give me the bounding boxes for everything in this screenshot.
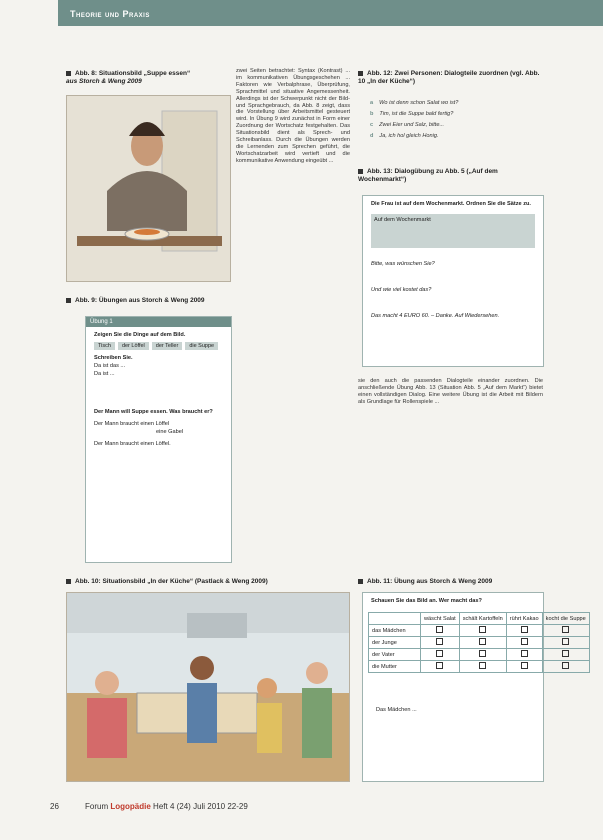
- checkbox[interactable]: [521, 638, 528, 645]
- exercise-heading: Schauen Sie das Bild an. Wer macht das?: [371, 598, 482, 604]
- caption-abb8: Abb. 8: Situationsbild „Suppe essen“ aus Storch & Weng 2009: [66, 70, 191, 85]
- caption-abb9: Abb. 9: Übungen aus Storch & Weng 2009: [66, 297, 236, 305]
- table-row: das Mädchen: [369, 625, 590, 637]
- word-chip: der Löffel: [118, 342, 149, 350]
- checkbox[interactable]: [521, 626, 528, 633]
- checkbox[interactable]: [436, 650, 443, 657]
- word-chip: Tisch: [94, 342, 115, 350]
- exercise-heading: Die Frau ist auf dem Wochenmarkt. Ordnen Sie die Sätze zu.: [371, 201, 531, 207]
- list-item: b Tim, ist die Suppe bald fertig?: [370, 111, 454, 117]
- dialog-line: Bitte, was wünschen Sie?: [371, 261, 435, 267]
- answer-line: Das Mädchen ...: [376, 707, 417, 713]
- figure-kitchen: [66, 592, 350, 782]
- middle-column-text: zwei Seiten betrachtet: Syntax (Kontrast) ... im kommunikativen Übungsgeschehen ... Faktoren wie Verbalphrase, Überprüfung, Sprachmittel und situative Angemessenheit. Allerdings ist der Schwerpunkt nicht der Bild- und Sprachgebrauch, da Abb. 8 zeigt, dass die Vorstellung über Arbeitsmittel gesteuert wird. In Übung 9 wird zunächst in Form einer Zuordnung der Wortschatz festgehalten. Das Situationsbild dient als Sprech- und Schreibanlass. Durch die Übungen werden die Lernenden zum Sprechen geführt, die Wortschatzarbeit wird vertieft und die kommunikative Anwendung eingeübt ...: [236, 68, 350, 164]
- checkbox[interactable]: [562, 626, 569, 633]
- checkbox[interactable]: [562, 638, 569, 645]
- footer-magazine: Forum Logopädie Heft 4 (24) Juli 2010 22-29: [85, 802, 248, 811]
- checkbox[interactable]: [521, 662, 528, 669]
- answer-line: Da ist das ...: [94, 363, 126, 369]
- checkbox[interactable]: [521, 650, 528, 657]
- dialog-line: Und wie viel kostet das?: [371, 287, 432, 293]
- word-chip: die Suppe: [185, 342, 218, 350]
- exercise-item: Der Mann braucht einen Löffel.: [94, 441, 171, 447]
- caption-abb12: Abb. 12: Zwei Personen: Dialogteile zuordnen (vgl. Abb. 10 „In der Küche“): [358, 70, 540, 85]
- table-header: schält Kartoffeln: [459, 613, 506, 625]
- list-item: d Ja, ich hol gleich Honig.: [370, 133, 439, 139]
- figure-man-eating-soup: [66, 95, 231, 282]
- checkbox[interactable]: [436, 626, 443, 633]
- checkbox[interactable]: [479, 650, 486, 657]
- list-item: c Zwei Eier und Salz, bitte...: [370, 122, 445, 128]
- exercise-prompt: Schreiben Sie.: [94, 355, 133, 361]
- page-section-title: Theorie und Praxis: [70, 9, 150, 19]
- checkbox[interactable]: [562, 650, 569, 657]
- checkbox[interactable]: [562, 662, 569, 669]
- table-header: [369, 613, 421, 625]
- checkbox[interactable]: [436, 638, 443, 645]
- dialog-line: Das macht 4 EURO 60. – Danke. Auf Wiedersehen.: [371, 313, 500, 319]
- table-header: rührt Kakao: [506, 613, 542, 625]
- who-does-what-table: [368, 612, 590, 673]
- table-row: der Vater: [369, 649, 590, 661]
- checkbox[interactable]: [479, 638, 486, 645]
- word-chip: der Teller: [152, 342, 183, 350]
- exercise-scene: Auf dem Wochenmarkt: [371, 214, 535, 248]
- caption-abb11: Abb. 11: Übung aus Storch & Weng 2009: [358, 578, 543, 586]
- exercise-section-2: Der Mann will Suppe essen. Was braucht er?: [94, 409, 213, 415]
- answer-line: Da ist ...: [94, 371, 115, 377]
- table-header: wäscht Salat: [421, 613, 460, 625]
- exercise-heading: Zeigen Sie die Dinge auf dem Bild.: [94, 332, 186, 338]
- checkbox[interactable]: [436, 662, 443, 669]
- table-row: der Junge: [369, 637, 590, 649]
- caption-abb13: Abb. 13: Dialogübung zu Abb. 5 („Auf dem Wochenmarkt“): [358, 168, 498, 183]
- exercise-item: Der Mann braucht einen Löffel: [94, 421, 170, 427]
- table-row: die Mutter: [369, 661, 590, 673]
- page-number: 26: [50, 802, 59, 811]
- table-header: kocht die Suppe: [542, 613, 589, 625]
- list-item: a Wo ist denn schon Salat wo ist?: [370, 100, 459, 106]
- abb12-list: [370, 98, 540, 142]
- exercise-box-abb9: [85, 316, 232, 563]
- exercise-tag: Übung 1: [86, 317, 231, 327]
- checkbox[interactable]: [479, 626, 486, 633]
- caption-abb10: Abb. 10: Situationsbild „In der Küche“ (Pastlack & Weng 2009): [66, 578, 336, 586]
- exercise-item: eine Gabel: [156, 429, 184, 435]
- right-column-text: sie den auch die passenden Dialogteile einander zuordnen. Die anschließende Übung Abb. 13 (Situation Abb. 5 „Auf dem Markt“) bietet einen vollständigen Dialog. Eine weitere Übung ist die Arbeit mit Bildern als Grundlage für Rollenspiele ...: [358, 378, 543, 405]
- exercise-box-abb13: [362, 195, 544, 367]
- checkbox[interactable]: [479, 662, 486, 669]
